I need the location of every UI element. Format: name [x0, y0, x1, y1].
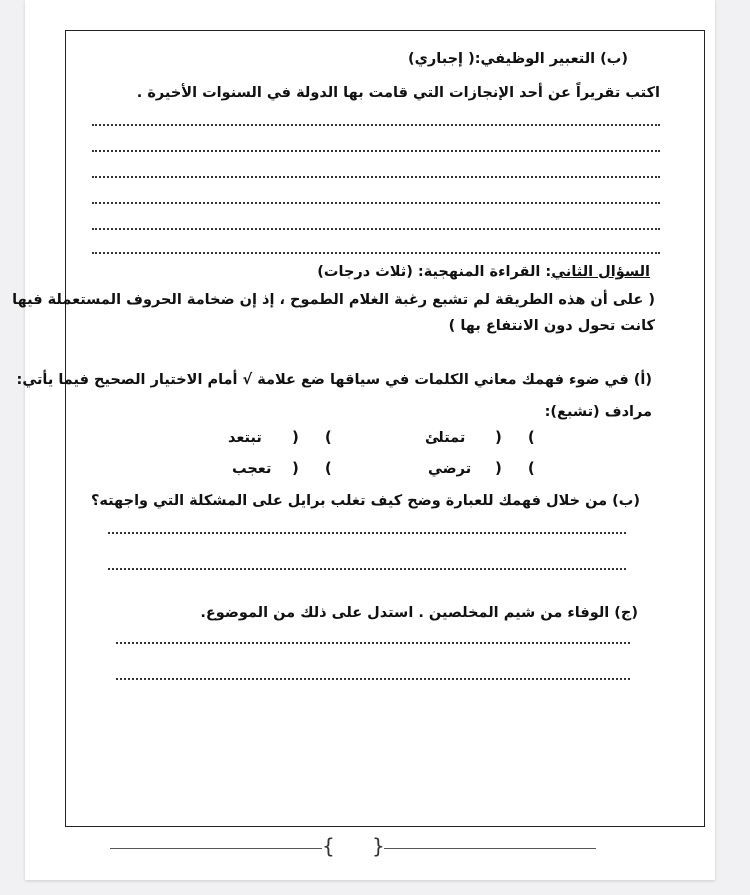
- answer-line[interactable]: [92, 176, 660, 178]
- answer-line[interactable]: [116, 642, 630, 644]
- page-number-bracket-left: {: [322, 834, 335, 858]
- choice-box-opt4[interactable]: ) (: [292, 459, 332, 477]
- answer-line[interactable]: [116, 678, 630, 680]
- option-tujib: تعجب: [232, 461, 272, 477]
- answer-line[interactable]: [108, 568, 626, 570]
- answer-line[interactable]: [92, 150, 660, 152]
- choice-box-opt1[interactable]: ) (: [495, 428, 535, 446]
- answer-line[interactable]: [92, 228, 660, 230]
- option-tabtaid: تبتعد: [228, 430, 262, 446]
- passage-line-2: كانت تحول دون الانتفاع بها ): [448, 318, 655, 334]
- passage-line-1: ( على أن هذه الطريقة لم تشبع رغبة الغلام الطموح ، إذ إن ضخامة الحروف المستعملة فيها: [12, 292, 655, 308]
- answer-line[interactable]: [92, 202, 660, 204]
- choice-box-opt2[interactable]: ) (: [292, 428, 332, 446]
- worksheet-page: [25, 0, 715, 880]
- option-tamtali: تمتلئ: [425, 430, 466, 446]
- part-c-question: (ج) الوفاء من شيم المخلصين . استدل على ذلك من الموضوع.: [200, 605, 638, 621]
- option-turdi: ترضي: [428, 461, 472, 477]
- question-two-title: السؤال الثاني: [551, 264, 650, 280]
- choice-box-opt3[interactable]: ) (: [495, 459, 535, 477]
- part-b-question: (ب) من خلال فهمك للعبارة وضح كيف تغلب برايل على المشكلة التي واجهته؟: [90, 493, 640, 509]
- synonym-label: مرادف (تشبع):: [544, 404, 652, 420]
- part-a-instruction: (أ) في ضوء فهمك معاني الكلمات في سياقها ضع علامة √ أمام الاختيار الصحيح فيما يأتي:: [16, 372, 652, 388]
- question-two-heading: [317, 262, 650, 282]
- page-number-bracket-right: }: [372, 834, 385, 858]
- answer-line[interactable]: [92, 252, 660, 254]
- question-two-subtitle: : القراءة المنهجية: (ثلاث درجات): [317, 264, 552, 280]
- answer-line[interactable]: [92, 124, 660, 126]
- footer-rule-right: [384, 848, 596, 849]
- section-b-heading: (ب) التعبير الوظيفي:( إجباري): [407, 51, 628, 67]
- footer-rule-left: [110, 848, 322, 849]
- answer-line[interactable]: [108, 532, 626, 534]
- section-b-prompt: اكتب تقريراً عن أحد الإنجازات التي قامت بها الدولة في السنوات الأخيرة .: [136, 85, 660, 101]
